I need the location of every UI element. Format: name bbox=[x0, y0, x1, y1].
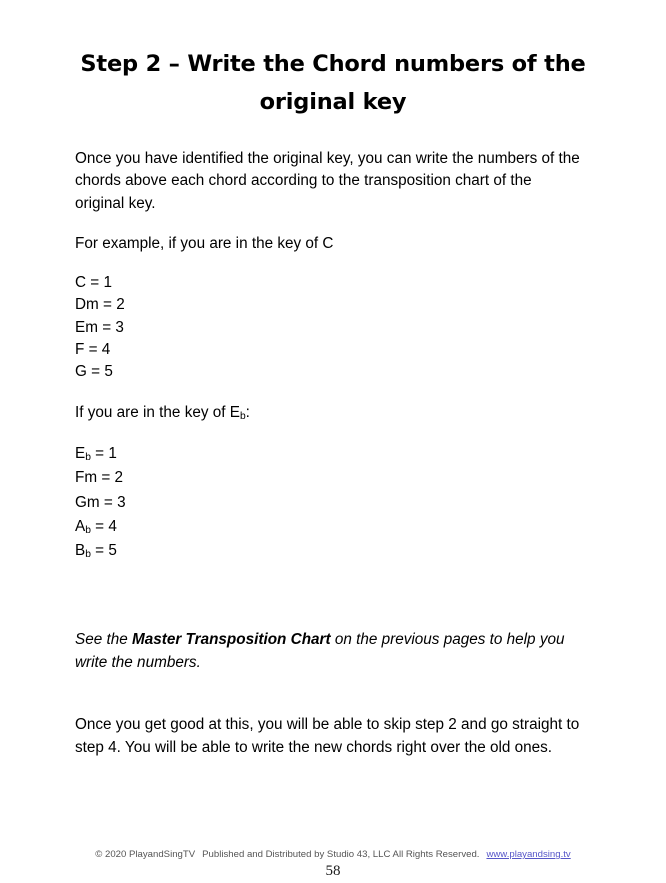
example-lead-text: For example, if you are in the key of C bbox=[75, 234, 334, 252]
document-body bbox=[75, 148, 583, 777]
list-item bbox=[75, 540, 583, 564]
intro-paragraph: Once you have identified the original key, you can write the numbers of the chords above each chord according to the transposition chart of the original key. bbox=[75, 150, 580, 212]
page-number: 58 bbox=[325, 863, 341, 879]
flat-symbol: b bbox=[85, 549, 91, 561]
chord-number: = 1 bbox=[90, 444, 117, 462]
list-item bbox=[75, 443, 583, 467]
list-item: Em = 3 bbox=[75, 318, 124, 336]
key-of-eb-lead-before: If you are in the key of E bbox=[75, 403, 240, 421]
chord-number: = 2 bbox=[97, 469, 124, 487]
list-item: G = 5 bbox=[75, 363, 113, 381]
chord-number: = 4 bbox=[90, 517, 117, 535]
chord-root: Gm bbox=[75, 493, 100, 511]
note-text-after: on the previous pages to help you write the numbers. bbox=[75, 631, 565, 672]
chord-number: = 5 bbox=[90, 542, 117, 560]
chord-root: Fm bbox=[75, 469, 98, 487]
page-title-line-2: original key bbox=[259, 89, 407, 116]
list-item: F = 4 bbox=[75, 341, 111, 359]
chord-number: = 3 bbox=[99, 493, 126, 511]
page-title bbox=[75, 45, 591, 121]
vertical-spacer bbox=[75, 674, 583, 714]
key-of-c-chord-list bbox=[75, 272, 583, 383]
list-item bbox=[75, 467, 583, 491]
key-of-eb-lead-text bbox=[75, 402, 583, 426]
footer-publisher: Published and Distributed by Studio 43, LLC All Rights Reserved. bbox=[202, 849, 480, 860]
list-item: C = 1 bbox=[75, 274, 112, 292]
closing-paragraph: Once you get good at this, you will be able to skip step 2 and go straight to step 4. You will be able to write the new chords right over the old ones. bbox=[75, 716, 580, 756]
vertical-spacer bbox=[75, 582, 583, 628]
key-of-eb-lead-after: : bbox=[245, 403, 250, 421]
chord-root: E bbox=[75, 444, 86, 462]
footer-copyright: © 2020 PlayandSingTV bbox=[95, 849, 196, 860]
chord-root: B bbox=[75, 542, 86, 560]
flat-symbol: b bbox=[239, 410, 246, 422]
list-item: Dm = 2 bbox=[75, 296, 125, 314]
list-item bbox=[75, 492, 583, 516]
flat-symbol: b bbox=[85, 452, 91, 464]
page-title-line-1: Step 2 – Write the Chord numbers of the bbox=[80, 51, 586, 78]
flat-symbol: b bbox=[85, 525, 91, 537]
master-chart-note bbox=[75, 628, 583, 674]
page-footer bbox=[0, 848, 666, 861]
footer-website-link[interactable]: www.playandsing.tv bbox=[486, 849, 571, 860]
key-of-eb-chord-list bbox=[75, 443, 583, 564]
list-item bbox=[75, 516, 583, 540]
note-text-before: See the bbox=[75, 631, 132, 649]
chord-root: A bbox=[75, 517, 86, 535]
note-emphasis: Master Transposition Chart bbox=[131, 631, 331, 649]
